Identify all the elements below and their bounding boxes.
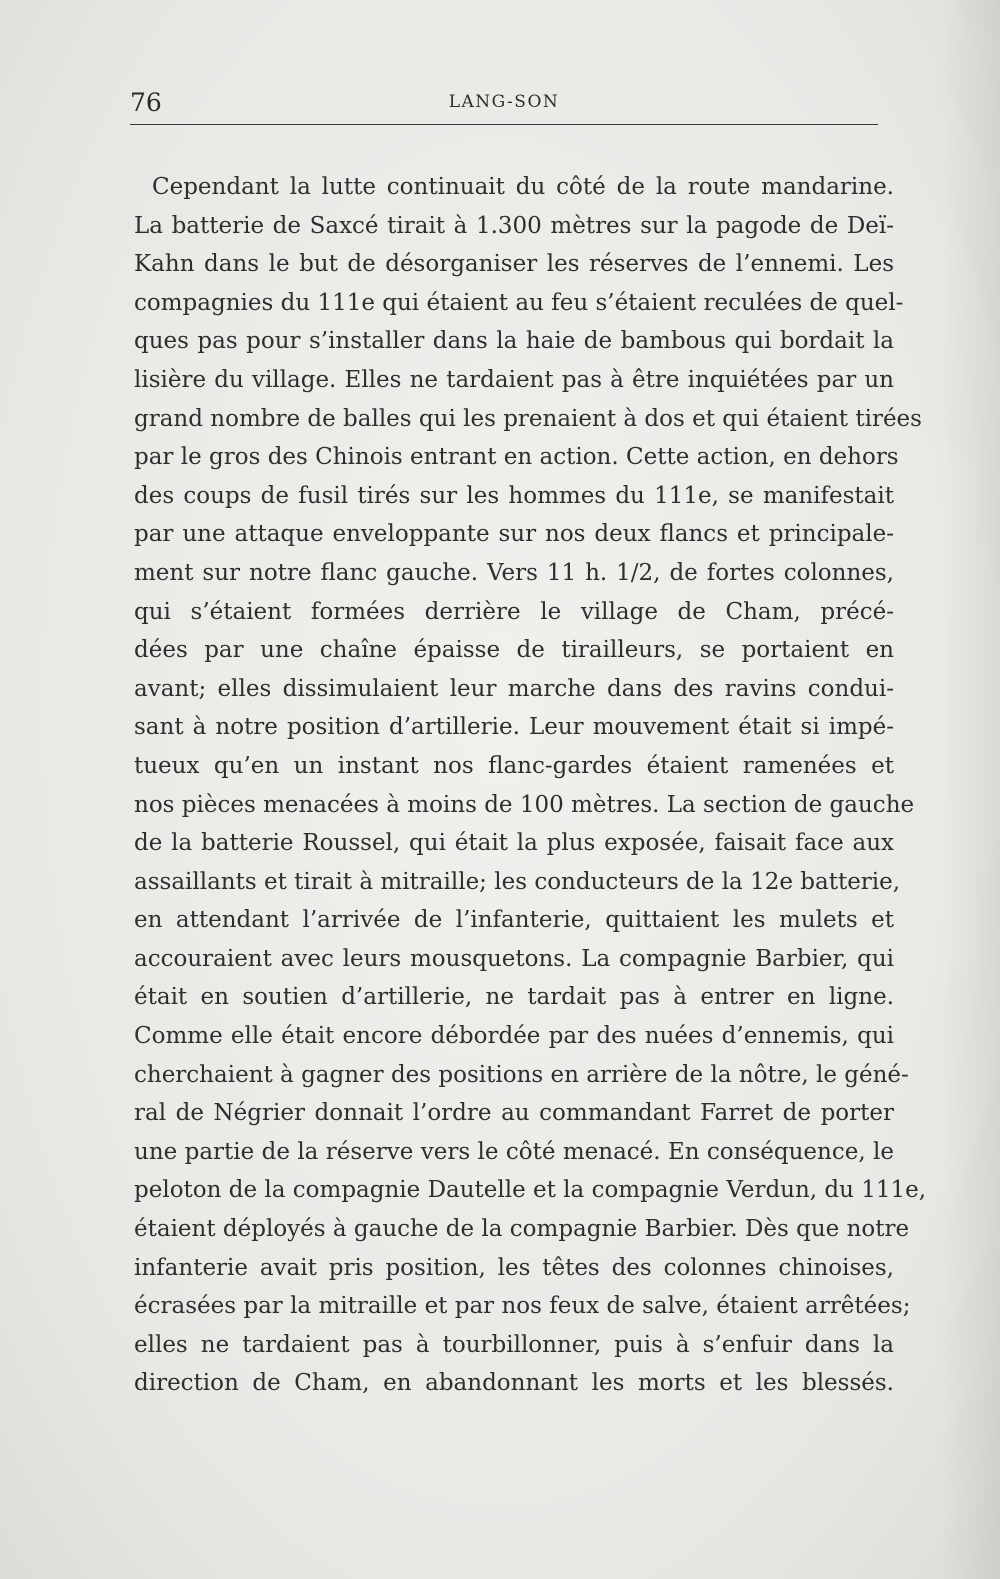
text-line: Kahn dans le but de désorganiser les réserves de l’ennemi. Les [134,251,894,278]
text-line: ral de Négrier donnait l’ordre au commandant Farret de porter [134,1100,894,1127]
text-line: dées par une chaîne épaisse de tirailleurs, se portaient en [134,637,894,664]
header-rule [130,124,878,125]
text-line: ques pas pour s’installer dans la haie de bambous qui bordait la [134,328,894,355]
text-line: par le gros des Chinois entrant en action. Cette action, en dehors [134,444,899,471]
text-line: ment sur notre flanc gauche. Vers 11 h. 1/2, de fortes colonnes, [134,559,894,586]
text-line: par une attaque enveloppante sur nos deux flancs et principale- [134,521,894,548]
text-line: grand nombre de balles qui les prenaient à dos et qui étaient tirées [134,405,922,432]
body-paragraph [134,168,927,1403]
text-line: tueux qu’en un instant nos flanc-gardes étaient ramenées et [134,752,894,779]
text-line: peloton de la compagnie Dautelle et la compagnie Verdun, du 111e, [134,1177,927,1204]
text-line: étaient déployés à gauche de la compagnie Barbier. Dès que notre [134,1216,910,1243]
text-line: était en soutien d’artillerie, ne tardait pas à entrer en ligne. [134,984,894,1011]
text-line: La batterie de Saxcé tirait à 1.300 mètres sur la pagode de Deï- [134,212,894,239]
text-line: des coups de fusil tirés sur les hommes du 111e, se manifestait [134,482,894,509]
text-line: assaillants et tirait à mitraille; les conducteurs de la 12e batterie, [134,868,901,895]
page-number: 76 [130,88,162,117]
text-line: accouraient avec leurs mousquetons. La compagnie Barbier, qui [134,945,894,972]
text-line: Comme elle était encore débordée par des nuées d’ennemis, qui [134,1023,894,1050]
text-line: sant à notre position d’artillerie. Leur mouvement était si impé- [134,714,894,741]
text-line: Cependant la lutte continuait du côté de la route mandarine. [152,174,894,200]
text-line: compagnies du 111e qui étaient au feu s’étaient reculées de quel- [134,289,904,316]
running-title: LANG-SON [448,92,560,112]
text-line: infanterie avait pris position, les têtes des colonnes chinoises, [134,1254,894,1281]
text-line: une partie de la réserve vers le côté menacé. En conséquence, le [134,1138,894,1165]
text-line: de la batterie Roussel, qui était la plus exposée, faisait face aux [134,830,894,857]
text-line: en attendant l’arrivée de l’infanterie, quittaient les mulets et [134,907,894,934]
page-header [130,86,878,118]
text-line: direction de Cham, en abandonnant les morts et les blessés. [134,1370,894,1397]
text-line: avant; elles dissimulaient leur marche dans des ravins condui- [134,675,894,702]
text-line: nos pièces menacées à moins de 100 mètres. La section de gauche [134,791,915,818]
page-gutter-shadow [940,0,1000,1579]
text-line: qui s’étaient formées derrière le village de Cham, précé- [134,598,894,625]
text-line: écrasées par la mitraille et par nos feux de salve, étaient arrêtées; [134,1293,911,1320]
text-line: lisière du village. Elles ne tardaient pas à être inquiétées par un [134,366,894,393]
text-line: elles ne tardaient pas à tourbillonner, puis à s’enfuir dans la [134,1331,894,1358]
text-line: cherchaient à gagner des positions en arrière de la nôtre, le géné- [134,1061,909,1088]
